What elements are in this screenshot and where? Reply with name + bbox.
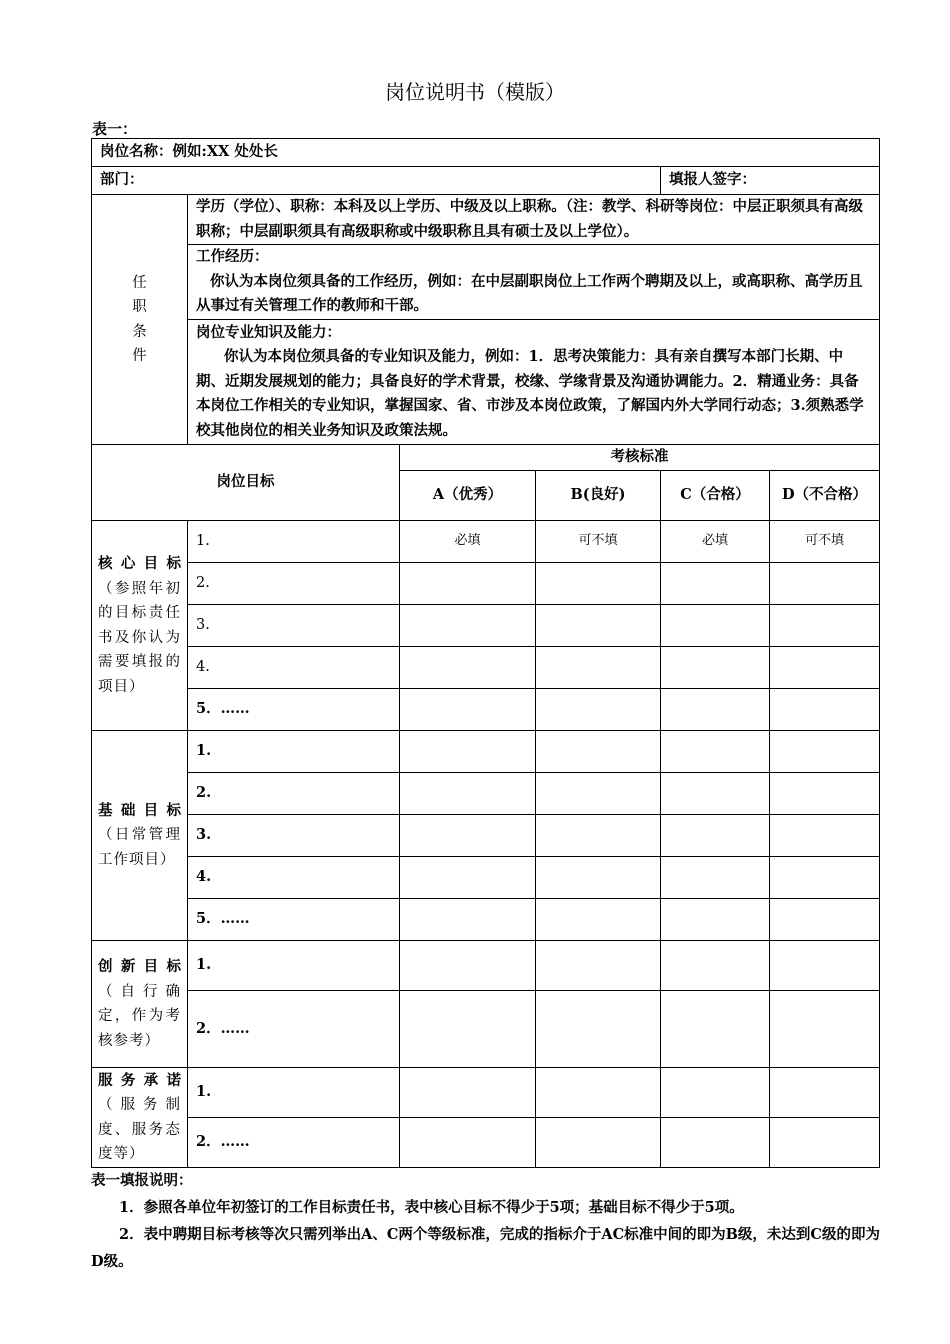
core-goal-label: 核心目标 （参照年初的目标责任书及你认为需要填报的项目） (92, 521, 188, 731)
service-2-d[interactable] (770, 1118, 880, 1168)
basic-3-a[interactable] (400, 815, 536, 857)
filler-signature-cell[interactable]: 填报人签字： (661, 167, 880, 195)
experience-requirement: 工作经历： 你认为本岗位须具备的工作经历，例如：在中层副职岗位上工作两个聘期及以上，或高职称、高学历且从事过有关管理工作的教师和干部。 (188, 245, 880, 320)
notes-title: 表一填报说明： (91, 1172, 193, 1189)
basic-goal-2[interactable]: 2. (188, 773, 400, 815)
education-requirement: 学历（学位）、职称：本科及以上学历、中级及以上职称。（注：教学、科研等岗位：中层正职须具有高级职称；中层副职须具有高级职称或中级职称且具有硕士及以上学位）。 (188, 195, 880, 245)
grade-d-header: D（不合格） (770, 471, 880, 521)
innovation-2-a[interactable] (400, 991, 536, 1068)
innovation-2-d[interactable] (770, 991, 880, 1068)
innovation-goal-2[interactable]: 2．…… (188, 991, 400, 1068)
innovation-goal-label: 创新目标 （自行确定，作为考核参考） (92, 941, 188, 1068)
innovation-goal-1[interactable]: 1. (188, 941, 400, 991)
grade-a-header: A（优秀） (400, 471, 536, 521)
innovation-2-b[interactable] (536, 991, 661, 1068)
core-2-d[interactable] (770, 563, 880, 605)
core-4-d[interactable] (770, 647, 880, 689)
grade-c-header: C（合格） (661, 471, 770, 521)
basic-goal-label: 基础目标 （日常管理工作项目） (92, 731, 188, 941)
core-goal-4[interactable]: 4. (188, 647, 400, 689)
notes-line-2: 2．表中聘期目标考核等次只需列举出A、C两个等级标准，完成的指标介于AC标准中间的即为B级，未达到C级的即为D级。 (91, 1226, 880, 1270)
core-5-b[interactable] (536, 689, 661, 731)
core-1-a[interactable]: 必填 (400, 521, 536, 563)
basic-goal-4[interactable]: 4. (188, 857, 400, 899)
core-3-a[interactable] (400, 605, 536, 647)
service-goal-1[interactable]: 1. (188, 1068, 400, 1118)
service-1-b[interactable] (536, 1068, 661, 1118)
basic-goal-3[interactable]: 3. (188, 815, 400, 857)
core-1-c[interactable]: 必填 (661, 521, 770, 563)
service-1-d[interactable] (770, 1068, 880, 1118)
basic-1-a[interactable] (400, 731, 536, 773)
core-goal-5[interactable]: 5．…… (188, 689, 400, 731)
service-2-a[interactable] (400, 1118, 536, 1168)
core-4-c[interactable] (661, 647, 770, 689)
table-label: 表一： (92, 120, 138, 138)
core-2-a[interactable] (400, 563, 536, 605)
innovation-1-a[interactable] (400, 941, 536, 991)
basic-1-b[interactable] (536, 731, 661, 773)
job-description-table (91, 138, 880, 1168)
basic-5-a[interactable] (400, 899, 536, 941)
core-3-b[interactable] (536, 605, 661, 647)
innovation-1-d[interactable] (770, 941, 880, 991)
basic-4-a[interactable] (400, 857, 536, 899)
page-title: 岗位说明书（模版） (385, 80, 565, 104)
core-3-c[interactable] (661, 605, 770, 647)
grade-b-header: B(良好) (536, 471, 661, 521)
service-2-b[interactable] (536, 1118, 661, 1168)
basic-2-b[interactable] (536, 773, 661, 815)
knowledge-requirement: 岗位专业知识及能力： 你认为本岗位须具备的专业知识及能力，例如：1．思考决策能力：具有亲自撰写本部门长期、中期、近期发展规划的能力；具备良好的学术背景，校缘、学缘背景及沟通协调能力。2．精通业务：具备本岗位工作相关的专业知识，掌握国家、省、市涉及本岗位政策，了解国内外大学同行动态；3.须熟悉学校其他岗位的相关业务知识及政策法规。 (188, 320, 880, 445)
innovation-1-b[interactable] (536, 941, 661, 991)
service-2-c[interactable] (661, 1118, 770, 1168)
service-1-c[interactable] (661, 1068, 770, 1118)
service-1-a[interactable] (400, 1068, 536, 1118)
service-commitment-label: 服务承诺 （服务制度、服务态度等） (92, 1068, 188, 1168)
core-2-c[interactable] (661, 563, 770, 605)
basic-4-d[interactable] (770, 857, 880, 899)
qualification-label: 任 职 条 件 (92, 195, 188, 445)
basic-2-a[interactable] (400, 773, 536, 815)
core-goal-1[interactable]: 1. (188, 521, 400, 563)
basic-5-b[interactable] (536, 899, 661, 941)
innovation-1-c[interactable] (661, 941, 770, 991)
innovation-2-c[interactable] (661, 991, 770, 1068)
core-5-c[interactable] (661, 689, 770, 731)
position-name-cell[interactable]: 岗位名称：例如:XX 处处长 (92, 139, 880, 167)
basic-1-c[interactable] (661, 731, 770, 773)
core-1-b[interactable]: 可不填 (536, 521, 661, 563)
core-2-b[interactable] (536, 563, 661, 605)
basic-4-c[interactable] (661, 857, 770, 899)
basic-goal-5[interactable]: 5．…… (188, 899, 400, 941)
basic-goal-1[interactable]: 1. (188, 731, 400, 773)
basic-4-b[interactable] (536, 857, 661, 899)
basic-3-c[interactable] (661, 815, 770, 857)
core-goal-3[interactable]: 3. (188, 605, 400, 647)
service-goal-2[interactable]: 2．…… (188, 1118, 400, 1168)
basic-2-d[interactable] (770, 773, 880, 815)
core-5-d[interactable] (770, 689, 880, 731)
notes-line-1: 1．参照各单位年初签订的工作目标责任书，表中核心目标不得少于5项；基础目标不得少于5项。 (119, 1199, 744, 1216)
basic-3-b[interactable] (536, 815, 661, 857)
basic-2-c[interactable] (661, 773, 770, 815)
department-cell[interactable]: 部门： (92, 167, 661, 195)
core-1-d[interactable]: 可不填 (770, 521, 880, 563)
basic-1-d[interactable] (770, 731, 880, 773)
core-3-d[interactable] (770, 605, 880, 647)
core-goal-2[interactable]: 2. (188, 563, 400, 605)
fill-instructions (91, 1167, 881, 1275)
goal-header: 岗位目标 (92, 445, 400, 521)
core-4-a[interactable] (400, 647, 536, 689)
basic-5-c[interactable] (661, 899, 770, 941)
core-5-a[interactable] (400, 689, 536, 731)
criteria-header: 考核标准 (400, 445, 880, 471)
core-4-b[interactable] (536, 647, 661, 689)
basic-5-d[interactable] (770, 899, 880, 941)
basic-3-d[interactable] (770, 815, 880, 857)
